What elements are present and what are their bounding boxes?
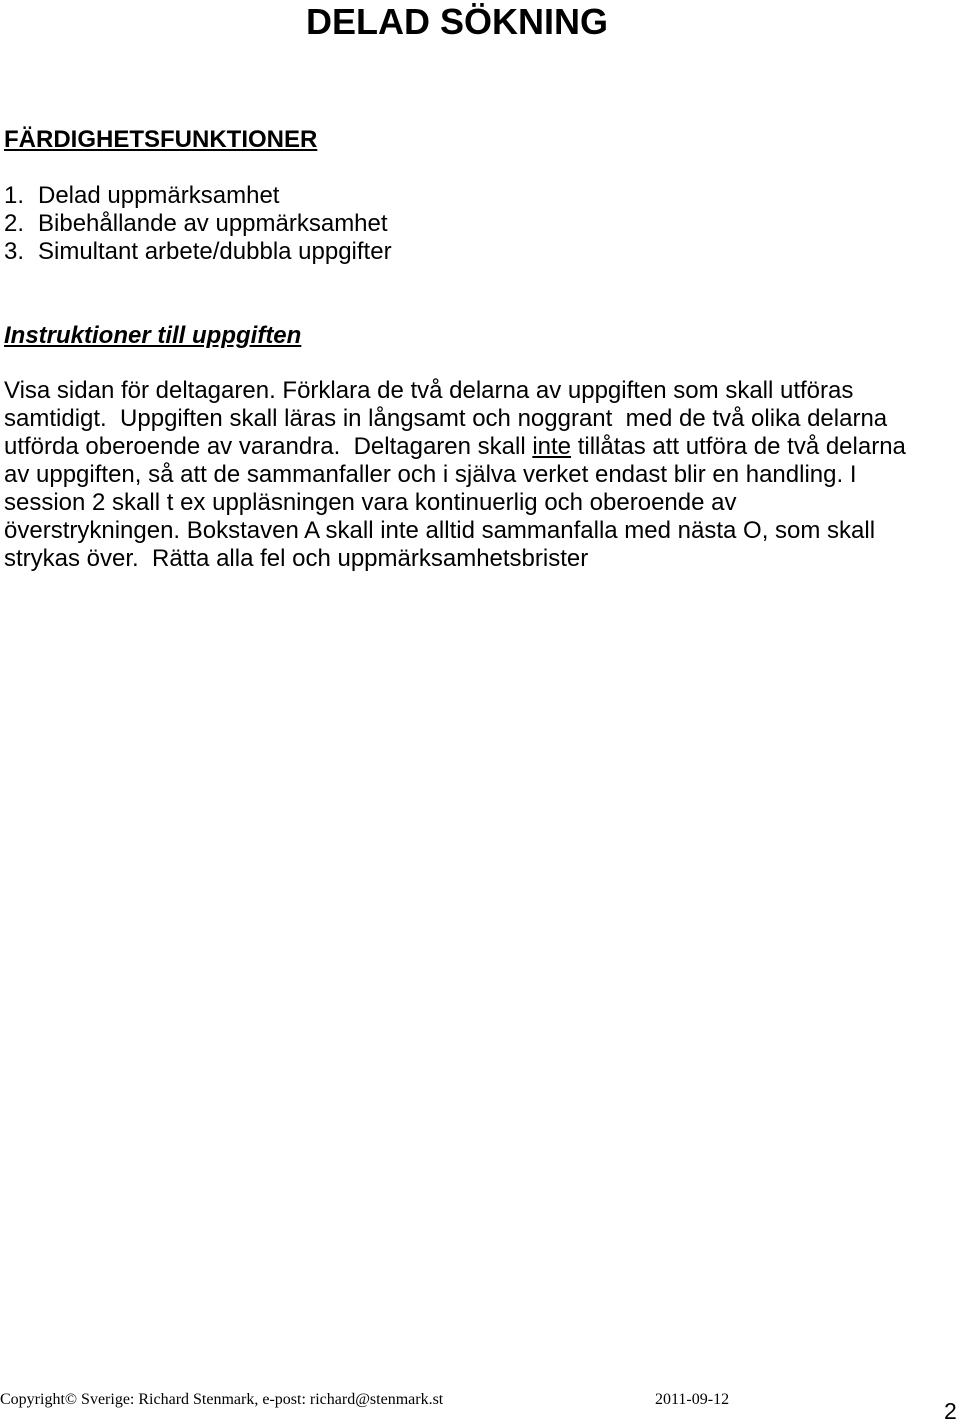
page-title: DELAD SÖKNING xyxy=(305,1,608,42)
list-item-text: Simultant arbete/dubbla uppgifter xyxy=(38,238,392,265)
list-item xyxy=(4,238,392,266)
skills-list xyxy=(4,182,392,266)
paragraph-text: utförda oberoende av varandra. Deltagaren skall xyxy=(4,433,533,460)
paragraph-line xyxy=(4,433,954,461)
footer-date: 2011-09-12 xyxy=(655,1391,730,1408)
instructions-paragraph xyxy=(4,377,954,573)
paragraph-line: överstrykningen. Bokstaven A skall inte alltid sammanfalla med nästa O, som skall xyxy=(4,517,876,544)
list-item-number: 1. xyxy=(4,182,25,209)
skills-heading: FÄRDIGHETSFUNKTIONER xyxy=(4,126,318,153)
paragraph-line: strykas över. Rätta alla fel och uppmärksamhetsbrister xyxy=(4,545,589,572)
list-item xyxy=(4,210,392,238)
list-item-text: Delad uppmärksamhet xyxy=(38,182,280,209)
page-number: 2 xyxy=(944,1398,957,1424)
list-item xyxy=(4,182,392,210)
paragraph-line: session 2 skall t ex uppläsningen vara kontinuerlig och oberoende av xyxy=(4,489,737,516)
paragraph-text: tillåtas att utföra de två delarna xyxy=(571,433,906,460)
list-item-number: 2. xyxy=(4,210,25,237)
list-item-number: 3. xyxy=(4,238,25,265)
footer-copyright: Copyright© Sverige: Richard Stenmark, e-post: richard@stenmark.st xyxy=(0,1391,444,1408)
paragraph-line: Visa sidan för deltagaren. Förklara de två delarna av uppgiften som skall utföras xyxy=(4,377,854,404)
paragraph-line: samtidigt. Uppgiften skall läras in långsamt och noggrant med de två olika delarna xyxy=(4,405,888,432)
list-item-text: Bibehållande av uppmärksamhet xyxy=(38,210,388,237)
instructions-heading: Instruktioner till uppgiften xyxy=(4,322,302,349)
emphasized-word: inte xyxy=(532,433,572,460)
paragraph-line: av uppgiften, så att de sammanfaller och i själva verket endast blir en handling. I xyxy=(4,461,857,488)
